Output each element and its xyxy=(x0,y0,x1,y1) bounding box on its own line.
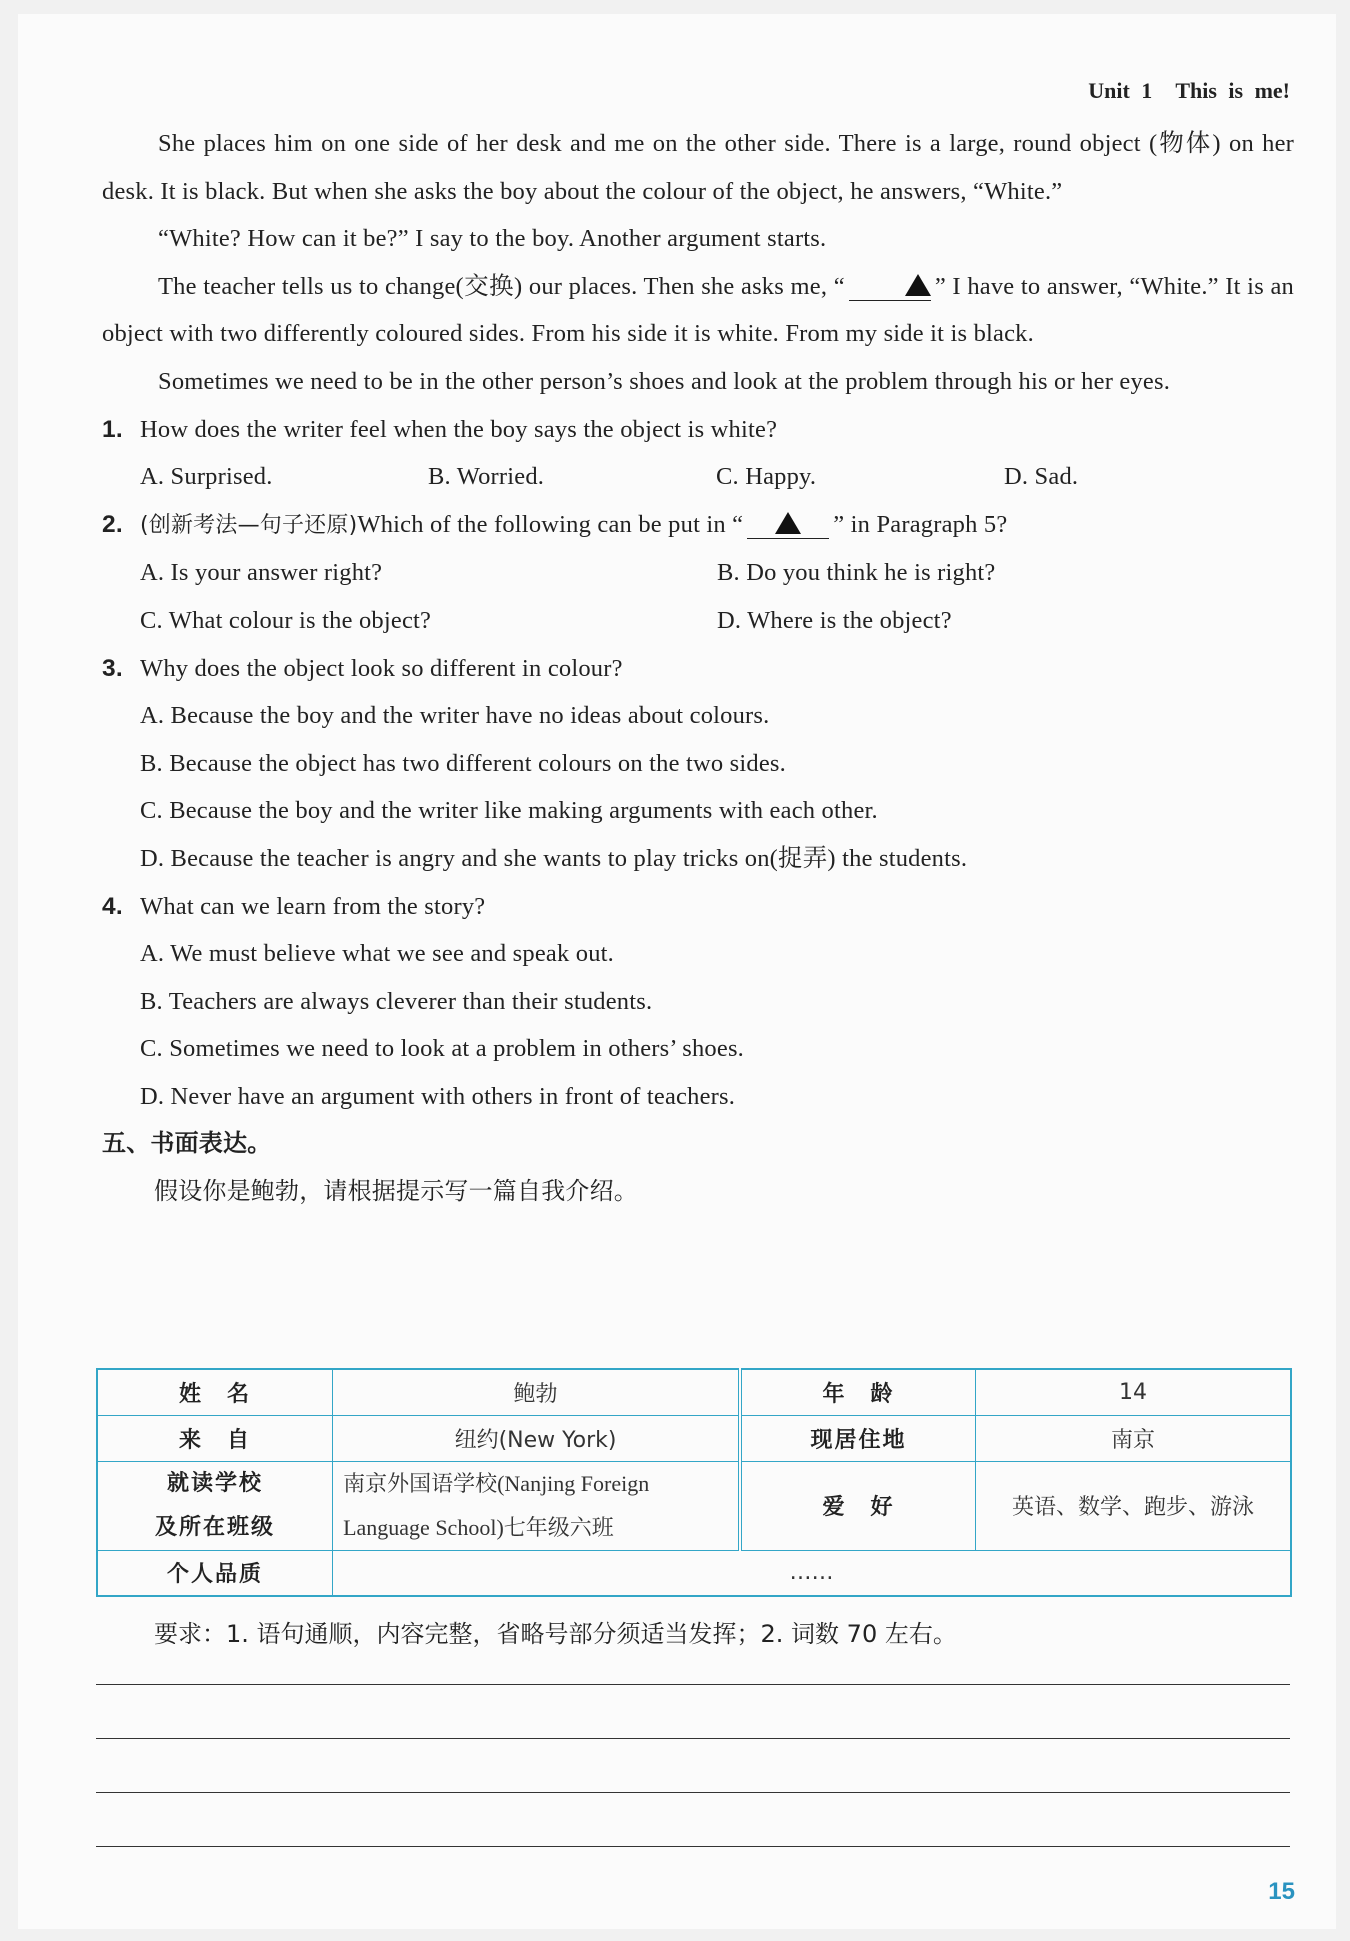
option-a: A. We must believe what we see and speak out. xyxy=(140,940,614,968)
unit-title: This is me! xyxy=(1175,78,1290,103)
option-c: C. Because the boy and the writer like making arguments with each other. xyxy=(140,797,878,825)
passage-paragraph-1: She places him on one side of her desk and me on the other side. There is a large, round object (物体) on her desk. It is black. But when she asks the boy about the colour of the object, he answers, “White.” xyxy=(102,130,1294,205)
age-value: 14 xyxy=(976,1369,1291,1415)
answer-blank xyxy=(747,512,829,539)
question-3 xyxy=(102,645,1294,693)
name-value: 鲍勃 xyxy=(333,1369,740,1415)
question-text: How does the writer feel when the boy says the object is white? xyxy=(140,415,778,443)
question-2-options-row-2 xyxy=(102,597,1294,645)
hobby-value: 英语、数学、跑步、游泳 xyxy=(976,1461,1291,1550)
option-b: B. Do you think he is right? xyxy=(717,559,996,587)
question-1 xyxy=(102,406,1294,454)
from-value: 纽约(New York) xyxy=(333,1415,740,1461)
table-row xyxy=(97,1369,1291,1415)
triangle-icon xyxy=(905,274,931,296)
option-d: D. Sad. xyxy=(1004,463,1079,491)
reading-section xyxy=(102,120,1294,1216)
question-1-options xyxy=(102,453,1294,501)
option-c: C. Happy. xyxy=(716,463,817,491)
question-number: 2. xyxy=(102,510,123,538)
question-2 xyxy=(102,501,1294,550)
option-b: B. Because the object has two different colours on the two sides. xyxy=(140,749,786,777)
question-4 xyxy=(102,883,1294,931)
school-label-line-1: 就读学校 xyxy=(167,1470,264,1496)
residence-value: 南京 xyxy=(976,1415,1291,1461)
option-c: C. What colour is the object? xyxy=(140,606,432,634)
passage-paragraph-4: Sometimes we need to be in the other person’s shoes and look at the problem through his or her eyes. xyxy=(158,367,1171,395)
quality-value: …… xyxy=(333,1550,1291,1596)
option-d: D. Where is the object? xyxy=(717,606,952,634)
paragraph-3-text-after: ” I have to answer, “White.” It is an object with two differently coloured sides. From his side it is white. From my side it is black. xyxy=(102,272,1294,348)
answer-blank xyxy=(849,274,931,301)
paragraph-3-text-before: The teacher tells us to change(交换) our places. Then she asks me, “ xyxy=(158,272,845,300)
school-value-line-1: 南京外国语学校(Nanjing Foreign xyxy=(343,1470,650,1496)
table-row xyxy=(97,1550,1291,1596)
question-text-after: ” in Paragraph 5? xyxy=(833,510,1008,538)
passage-paragraph-3 xyxy=(102,263,1294,358)
hobby-label: 爱 好 xyxy=(740,1461,976,1550)
school-value-line-2: Language School)七年级六班 xyxy=(343,1514,614,1540)
school-label-line-2: 及所在班级 xyxy=(155,1514,276,1540)
triangle-icon xyxy=(775,512,801,534)
option-d: D. Because the teacher is angry and she wants to play tricks on(捉弄) the students. xyxy=(140,844,968,872)
table-row xyxy=(97,1415,1291,1461)
question-tag: (创新考法—句子还原) xyxy=(140,512,358,538)
question-number: 1. xyxy=(102,415,123,443)
question-text: What can we learn from the story? xyxy=(140,892,486,920)
question-number: 3. xyxy=(102,654,123,682)
option-c: C. Sometimes we need to look at a problem in others’ shoes. xyxy=(140,1035,744,1063)
option-d: D. Never have an argument with others in front of teachers. xyxy=(140,1082,736,1110)
school-label xyxy=(97,1461,333,1550)
age-label: 年 龄 xyxy=(740,1369,976,1415)
from-label: 来 自 xyxy=(97,1415,333,1461)
writing-instruction: 假设你是鲍勃，请根据提示写一篇自我介绍。 xyxy=(154,1177,638,1206)
profile-table xyxy=(96,1368,1292,1597)
writing-section-title: 五、书面表达。 xyxy=(102,1129,272,1158)
residence-label: 现居住地 xyxy=(740,1415,976,1461)
writing-line-2 xyxy=(96,1738,1290,1739)
option-b: B. Teachers are always cleverer than their students. xyxy=(140,987,653,1015)
option-a: A. Surprised. xyxy=(140,463,273,491)
running-header xyxy=(1088,78,1290,104)
question-text-before: Which of the following can be put in “ xyxy=(357,510,744,538)
question-text: Why does the object look so different in colour? xyxy=(140,654,623,682)
question-2-options-row-1 xyxy=(102,549,1294,597)
option-a: A. Because the boy and the writer have no ideas about colours. xyxy=(140,702,770,730)
unit-label: Unit 1 xyxy=(1088,78,1153,103)
page-number: 15 xyxy=(1268,1878,1295,1905)
option-a: A. Is your answer right? xyxy=(140,559,383,587)
writing-line-1 xyxy=(96,1684,1290,1685)
quality-label: 个人品质 xyxy=(97,1550,333,1596)
name-label: 姓 名 xyxy=(97,1369,333,1415)
writing-line-4 xyxy=(96,1846,1290,1847)
writing-line-3 xyxy=(96,1792,1290,1793)
school-value xyxy=(333,1461,740,1550)
question-number: 4. xyxy=(102,892,123,920)
writing-requirement: 要求：1. 语句通顺，内容完整，省略号部分须适当发挥；2. 词数 70 左右。 xyxy=(154,1620,957,1648)
passage-paragraph-2: “White? How can it be?” I say to the boy. Another argument starts. xyxy=(158,225,827,253)
table-row xyxy=(97,1461,1291,1550)
option-b: B. Worried. xyxy=(428,463,545,491)
